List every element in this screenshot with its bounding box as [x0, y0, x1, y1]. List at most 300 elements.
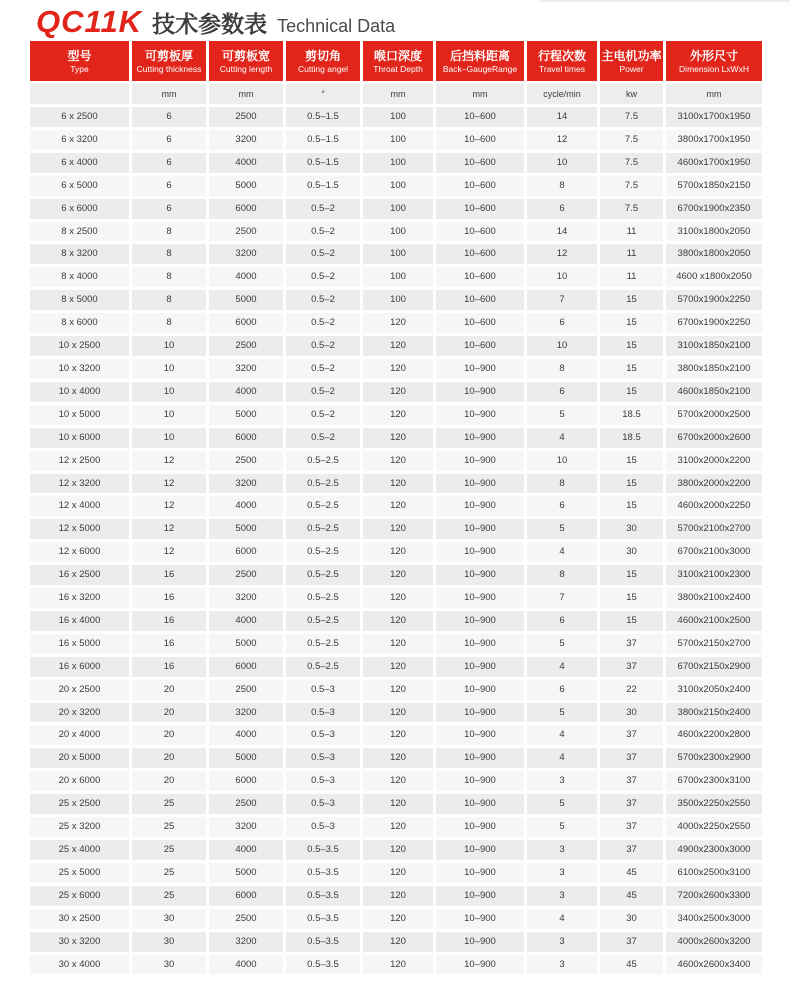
- table-cell: 15: [600, 451, 666, 474]
- table-cell: 120: [363, 932, 436, 955]
- table-cell: 10–600: [436, 130, 527, 153]
- table-cell: 2500: [209, 451, 286, 474]
- table-cell: 4000: [209, 840, 286, 863]
- table-cell: 2500: [209, 794, 286, 817]
- table-cell: 4000: [209, 496, 286, 519]
- table-cell: 3: [527, 863, 600, 886]
- table-cell: 100: [363, 130, 436, 153]
- unit-cell: mm: [436, 84, 527, 107]
- table-cell: 10–900: [436, 359, 527, 382]
- table-cell: 120: [363, 611, 436, 634]
- table-cell: 0.5–2.5: [286, 451, 363, 474]
- table-cell: 120: [363, 474, 436, 497]
- table-cell: 30: [600, 542, 666, 565]
- table-cell: 0.5–2: [286, 244, 363, 267]
- col-header-power: [600, 41, 666, 84]
- table-cell: 6 x 5000: [30, 176, 132, 199]
- table-cell: 10–900: [436, 932, 527, 955]
- table-cell: 120: [363, 817, 436, 840]
- table-cell: 25: [132, 886, 209, 909]
- table-cell: 25 x 5000: [30, 863, 132, 886]
- table-cell: 15: [600, 474, 666, 497]
- table-cell: 25: [132, 863, 209, 886]
- table-cell: 10–600: [436, 313, 527, 336]
- table-cell: 15: [600, 290, 666, 313]
- table-cell: 4000: [209, 153, 286, 176]
- col-header-dimension-lxwxh: [666, 41, 762, 84]
- col-header-cn: 主电机功率: [601, 48, 662, 63]
- table-row: [30, 542, 762, 565]
- table-cell: 10–600: [436, 336, 527, 359]
- table-cell: 12 x 4000: [30, 496, 132, 519]
- table-cell: 10 x 3200: [30, 359, 132, 382]
- table-cell: 3800x1850x2100: [666, 359, 762, 382]
- table-cell: 37: [600, 634, 666, 657]
- title-english: Technical Data: [277, 16, 396, 36]
- table-cell: 25 x 2500: [30, 794, 132, 817]
- table-cell: 3: [527, 955, 600, 978]
- col-header-throat-depth: [363, 41, 436, 84]
- table-cell: 6 x 4000: [30, 153, 132, 176]
- table-cell: 10: [132, 336, 209, 359]
- table-cell: 10–600: [436, 290, 527, 313]
- table-cell: 10–900: [436, 657, 527, 680]
- table-cell: 12: [527, 130, 600, 153]
- table-cell: 8: [132, 222, 209, 245]
- table-row: [30, 199, 762, 222]
- table-cell: 7.5: [600, 107, 666, 130]
- table-cell: 30: [600, 909, 666, 932]
- table-cell: 6 x 2500: [30, 107, 132, 130]
- table-cell: 120: [363, 886, 436, 909]
- table-cell: 0.5–2.5: [286, 474, 363, 497]
- table-cell: 4: [527, 725, 600, 748]
- table-cell: 5: [527, 703, 600, 726]
- table-cell: 2500: [209, 909, 286, 932]
- table-cell: 5000: [209, 405, 286, 428]
- table-cell: 37: [600, 748, 666, 771]
- table-row: [30, 955, 762, 978]
- table-cell: 16: [132, 565, 209, 588]
- table-cell: 4: [527, 542, 600, 565]
- table-cell: 12 x 2500: [30, 451, 132, 474]
- table-cell: 10–900: [436, 886, 527, 909]
- table-cell: 4600x2100x2500: [666, 611, 762, 634]
- table-cell: 3200: [209, 817, 286, 840]
- table-cell: 10–900: [436, 451, 527, 474]
- table-cell: 10–900: [436, 771, 527, 794]
- table-row: [30, 451, 762, 474]
- table-cell: 5: [527, 794, 600, 817]
- table-row: [30, 153, 762, 176]
- table-cell: 7.5: [600, 176, 666, 199]
- table-cell: 16 x 2500: [30, 565, 132, 588]
- table-cell: 4600x1850x2100: [666, 382, 762, 405]
- table-cell: 0.5–3: [286, 725, 363, 748]
- table-cell: 5700x2150x2700: [666, 634, 762, 657]
- table-row: [30, 611, 762, 634]
- col-header-cutting-length: [209, 41, 286, 84]
- table-cell: 11: [600, 244, 666, 267]
- table-cell: 100: [363, 244, 436, 267]
- table-cell: 0.5–2: [286, 290, 363, 313]
- table-cell: 6: [527, 199, 600, 222]
- table-row: [30, 680, 762, 703]
- table-cell: 37: [600, 817, 666, 840]
- table-cell: 12 x 6000: [30, 542, 132, 565]
- table-cell: 10–600: [436, 267, 527, 290]
- table-cell: 14: [527, 107, 600, 130]
- table-cell: 15: [600, 565, 666, 588]
- table-cell: 120: [363, 771, 436, 794]
- table-cell: 6: [527, 496, 600, 519]
- table-cell: 4: [527, 748, 600, 771]
- table-cell: 10–600: [436, 222, 527, 245]
- unit-row: [30, 84, 762, 107]
- table-cell: 5000: [209, 290, 286, 313]
- table-cell: 6: [527, 382, 600, 405]
- table-cell: 10–900: [436, 611, 527, 634]
- table-cell: 4000: [209, 611, 286, 634]
- table-cell: 3: [527, 886, 600, 909]
- table-row: [30, 794, 762, 817]
- table-cell: 2500: [209, 222, 286, 245]
- table-cell: 10: [132, 359, 209, 382]
- table-cell: 5: [527, 634, 600, 657]
- unit-cell: °: [286, 84, 363, 107]
- table-cell: 4600 x1800x2050: [666, 267, 762, 290]
- table-cell: 15: [600, 382, 666, 405]
- table-cell: 15: [600, 611, 666, 634]
- table-cell: 18.5: [600, 405, 666, 428]
- table-cell: 10–900: [436, 840, 527, 863]
- table-cell: 0.5–2.5: [286, 657, 363, 680]
- table-cell: 120: [363, 634, 436, 657]
- table-cell: 7.5: [600, 130, 666, 153]
- table-cell: 6000: [209, 886, 286, 909]
- table-cell: 120: [363, 382, 436, 405]
- table-cell: 6 x 6000: [30, 199, 132, 222]
- table-cell: 100: [363, 153, 436, 176]
- table-cell: 0.5–3: [286, 817, 363, 840]
- table-cell: 7.5: [600, 153, 666, 176]
- table-cell: 0.5–3.5: [286, 840, 363, 863]
- table-cell: 12 x 5000: [30, 519, 132, 542]
- table-cell: 120: [363, 519, 436, 542]
- table-cell: 10: [527, 451, 600, 474]
- table-cell: 5000: [209, 176, 286, 199]
- table-row: [30, 313, 762, 336]
- table-cell: 15: [600, 336, 666, 359]
- table-cell: 20 x 2500: [30, 680, 132, 703]
- table-cell: 0.5–2: [286, 336, 363, 359]
- table-cell: 100: [363, 199, 436, 222]
- table-cell: 0.5–3: [286, 748, 363, 771]
- table-cell: 3: [527, 932, 600, 955]
- table-cell: 5: [527, 817, 600, 840]
- table-cell: 0.5–3.5: [286, 955, 363, 978]
- spec-table-header: [30, 41, 762, 107]
- col-header-back-gaugerange: [436, 41, 527, 84]
- table-cell: 16: [132, 588, 209, 611]
- table-row: [30, 588, 762, 611]
- table-row: [30, 886, 762, 909]
- table-cell: 4: [527, 657, 600, 680]
- table-cell: 6: [527, 313, 600, 336]
- unit-cell: mm: [209, 84, 286, 107]
- table-cell: 10–900: [436, 863, 527, 886]
- table-row: [30, 565, 762, 588]
- table-cell: 0.5–3: [286, 703, 363, 726]
- table-cell: 4900x2300x3000: [666, 840, 762, 863]
- table-cell: 37: [600, 725, 666, 748]
- table-cell: 0.5–2: [286, 313, 363, 336]
- table-cell: 6: [527, 611, 600, 634]
- table-cell: 37: [600, 771, 666, 794]
- table-cell: 18.5: [600, 428, 666, 451]
- table-cell: 10: [132, 405, 209, 428]
- table-cell: 0.5–2.5: [286, 634, 363, 657]
- table-cell: 3200: [209, 474, 286, 497]
- table-cell: 20 x 5000: [30, 748, 132, 771]
- table-cell: 12: [132, 542, 209, 565]
- table-cell: 12: [527, 244, 600, 267]
- table-cell: 6700x2000x2600: [666, 428, 762, 451]
- table-cell: 0.5–1.5: [286, 176, 363, 199]
- table-cell: 5: [527, 405, 600, 428]
- table-cell: 10–600: [436, 199, 527, 222]
- table-cell: 4000: [209, 725, 286, 748]
- table-cell: 6700x2150x2900: [666, 657, 762, 680]
- table-row: [30, 222, 762, 245]
- table-cell: 4600x2200x2800: [666, 725, 762, 748]
- table-cell: 3100x1850x2100: [666, 336, 762, 359]
- table-cell: 4000x2250x2550: [666, 817, 762, 840]
- table-cell: 6: [132, 176, 209, 199]
- table-cell: 10–900: [436, 703, 527, 726]
- col-header-cn: 后挡料距离: [449, 48, 510, 63]
- table-cell: 3800x2150x2400: [666, 703, 762, 726]
- table-cell: 10–900: [436, 542, 527, 565]
- table-cell: 4: [527, 909, 600, 932]
- col-header-cn: 喉口深度: [373, 48, 422, 63]
- table-cell: 5700x2100x2700: [666, 519, 762, 542]
- table-cell: 3200: [209, 932, 286, 955]
- table-cell: 10 x 5000: [30, 405, 132, 428]
- table-cell: 120: [363, 680, 436, 703]
- table-cell: 10 x 4000: [30, 382, 132, 405]
- table-cell: 15: [600, 588, 666, 611]
- table-cell: 16: [132, 634, 209, 657]
- table-cell: 11: [600, 222, 666, 245]
- table-cell: 6000: [209, 542, 286, 565]
- table-cell: 25: [132, 817, 209, 840]
- table-cell: 10–900: [436, 955, 527, 978]
- table-cell: 100: [363, 267, 436, 290]
- col-header-cutting-thickness: [132, 41, 209, 84]
- table-cell: 4: [527, 428, 600, 451]
- table-cell: 6700x2100x3000: [666, 542, 762, 565]
- table-cell: 4600x2000x2250: [666, 496, 762, 519]
- table-row: [30, 130, 762, 153]
- table-cell: 10 x 6000: [30, 428, 132, 451]
- table-cell: 10: [132, 428, 209, 451]
- table-cell: 6 x 3200: [30, 130, 132, 153]
- table-cell: 6100x2500x3100: [666, 863, 762, 886]
- unit-cell: kw: [600, 84, 666, 107]
- table-cell: 0.5–3.5: [286, 932, 363, 955]
- table-cell: 0.5–2: [286, 382, 363, 405]
- table-cell: 5700x2000x2500: [666, 405, 762, 428]
- table-cell: 3800x1700x1950: [666, 130, 762, 153]
- table-cell: 0.5–3.5: [286, 863, 363, 886]
- table-cell: 10–900: [436, 405, 527, 428]
- table-cell: 10–900: [436, 909, 527, 932]
- table-cell: 20 x 3200: [30, 703, 132, 726]
- table-cell: 120: [363, 313, 436, 336]
- table-cell: 120: [363, 748, 436, 771]
- table-cell: 11: [600, 267, 666, 290]
- table-cell: 0.5–2.5: [286, 519, 363, 542]
- table-cell: 6700x2300x3100: [666, 771, 762, 794]
- table-cell: 6000: [209, 199, 286, 222]
- table-row: [30, 932, 762, 955]
- table-cell: 4600x2600x3400: [666, 955, 762, 978]
- table-cell: 3200: [209, 588, 286, 611]
- table-cell: 3200: [209, 130, 286, 153]
- table-cell: 0.5–2: [286, 428, 363, 451]
- table-cell: 5000: [209, 863, 286, 886]
- table-cell: 10–900: [436, 496, 527, 519]
- table-cell: 6000: [209, 771, 286, 794]
- table-cell: 10–900: [436, 382, 527, 405]
- table-cell: 120: [363, 451, 436, 474]
- table-cell: 30 x 4000: [30, 955, 132, 978]
- col-header-en: Travel times: [539, 63, 585, 74]
- table-cell: 16 x 4000: [30, 611, 132, 634]
- table-cell: 16 x 3200: [30, 588, 132, 611]
- table-cell: 3800x2000x2200: [666, 474, 762, 497]
- table-cell: 120: [363, 703, 436, 726]
- table-cell: 10–900: [436, 588, 527, 611]
- table-cell: 120: [363, 657, 436, 680]
- col-header-cn: 可剪板厚: [144, 48, 193, 63]
- table-cell: 10–900: [436, 565, 527, 588]
- table-cell: 6700x1900x2350: [666, 199, 762, 222]
- table-cell: 2500: [209, 680, 286, 703]
- table-cell: 5700x1850x2150: [666, 176, 762, 199]
- table-cell: 15: [600, 313, 666, 336]
- table-row: [30, 336, 762, 359]
- table-cell: 3100x2000x2200: [666, 451, 762, 474]
- table-cell: 4000x2600x3200: [666, 932, 762, 955]
- table-row: [30, 474, 762, 497]
- table-row: [30, 496, 762, 519]
- table-cell: 10–600: [436, 153, 527, 176]
- col-header-en: Power: [619, 63, 644, 74]
- col-header-cn: 外形尺寸: [689, 48, 738, 63]
- table-cell: 2500: [209, 107, 286, 130]
- col-header-travel-times: [527, 41, 600, 84]
- table-row: [30, 703, 762, 726]
- table-row: [30, 748, 762, 771]
- table-cell: 6: [132, 130, 209, 153]
- table-cell: 8 x 3200: [30, 244, 132, 267]
- table-cell: 120: [363, 336, 436, 359]
- table-cell: 100: [363, 176, 436, 199]
- col-header-type: [30, 41, 132, 84]
- table-cell: 0.5–1.5: [286, 130, 363, 153]
- table-cell: 3100x1700x1950: [666, 107, 762, 130]
- table-cell: 4000: [209, 267, 286, 290]
- table-cell: 45: [600, 863, 666, 886]
- table-cell: 30 x 3200: [30, 932, 132, 955]
- table-cell: 10–600: [436, 244, 527, 267]
- table-cell: 10–900: [436, 725, 527, 748]
- table-cell: 10–900: [436, 519, 527, 542]
- table-row: [30, 267, 762, 290]
- table-row: [30, 817, 762, 840]
- table-cell: 3800x2100x2400: [666, 588, 762, 611]
- header-row: [30, 41, 762, 84]
- table-cell: 10: [527, 267, 600, 290]
- table-cell: 5000: [209, 748, 286, 771]
- table-cell: 6000: [209, 313, 286, 336]
- col-header-cutting-angel: [286, 41, 363, 84]
- unit-cell: mm: [132, 84, 209, 107]
- table-cell: 6: [132, 199, 209, 222]
- table-row: [30, 359, 762, 382]
- brand-logo: QC11K: [36, 4, 143, 39]
- table-cell: 10–900: [436, 794, 527, 817]
- top-edge-artifact: [540, 0, 790, 2]
- table-cell: 20: [132, 703, 209, 726]
- table-cell: 10–600: [436, 107, 527, 130]
- table-cell: 25 x 6000: [30, 886, 132, 909]
- table-cell: 0.5–3: [286, 771, 363, 794]
- table-cell: 3500x2250x2550: [666, 794, 762, 817]
- table-row: [30, 840, 762, 863]
- table-cell: 0.5–2: [286, 405, 363, 428]
- table-cell: 120: [363, 863, 436, 886]
- unit-cell: mm: [363, 84, 436, 107]
- table-row: [30, 771, 762, 794]
- table-cell: 7: [527, 290, 600, 313]
- table-cell: 10–900: [436, 634, 527, 657]
- col-header-en: Throat Depth: [373, 63, 423, 74]
- col-header-cn: 型号: [67, 48, 92, 63]
- table-cell: 25 x 3200: [30, 817, 132, 840]
- col-header-cn: 行程次数: [537, 48, 586, 63]
- table-cell: 10–600: [436, 176, 527, 199]
- table-cell: 12: [132, 519, 209, 542]
- table-cell: 25: [132, 794, 209, 817]
- table-cell: 37: [600, 794, 666, 817]
- table-cell: 3800x1800x2050: [666, 244, 762, 267]
- table-row: [30, 382, 762, 405]
- table-cell: 6: [527, 680, 600, 703]
- title-chinese: 技术参数表: [152, 11, 268, 37]
- table-cell: 10: [527, 153, 600, 176]
- table-cell: 0.5–3.5: [286, 886, 363, 909]
- table-cell: 6: [132, 107, 209, 130]
- table-cell: 37: [600, 932, 666, 955]
- table-cell: 4600x1700x1950: [666, 153, 762, 176]
- table-cell: 0.5–2.5: [286, 588, 363, 611]
- table-cell: 12: [132, 474, 209, 497]
- table-cell: 20 x 4000: [30, 725, 132, 748]
- table-cell: 10: [132, 382, 209, 405]
